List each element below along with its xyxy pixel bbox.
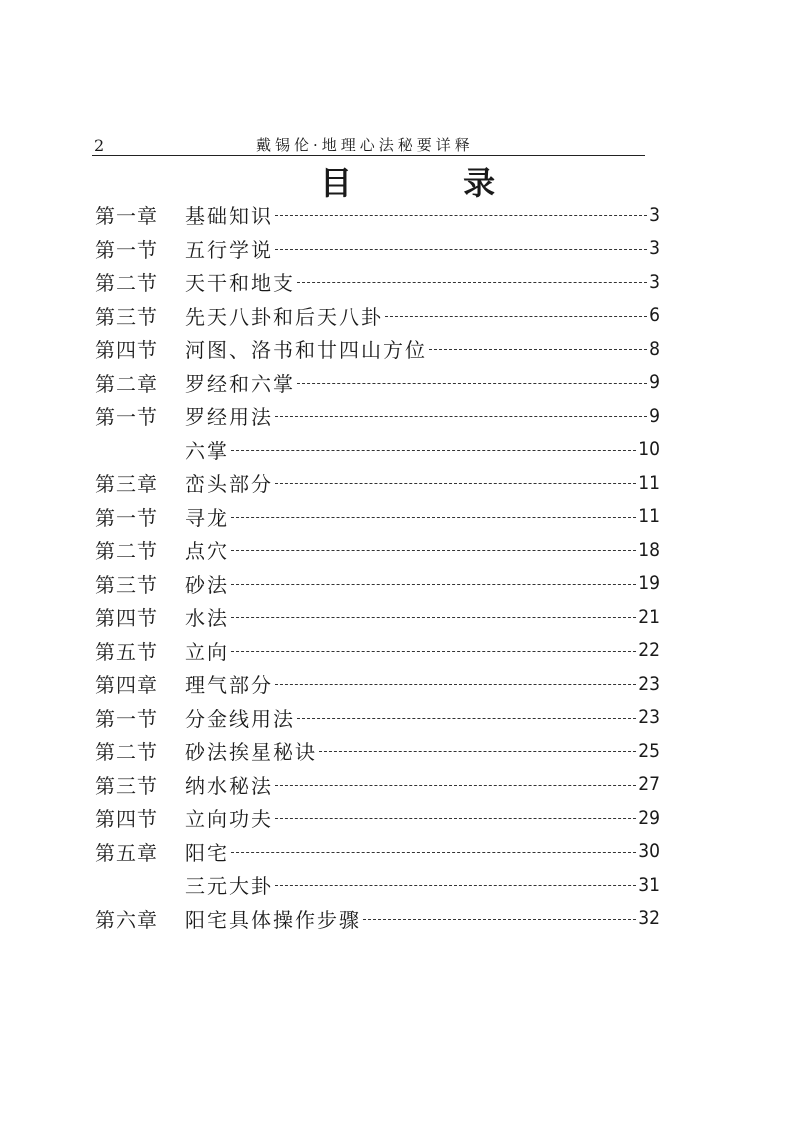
- toc-entry: [95, 667, 660, 701]
- toc-entry-label: 第二节: [95, 271, 158, 296]
- toc-entry-page: 21: [638, 605, 660, 628]
- toc-entry-label: 第二节: [95, 740, 158, 765]
- toc-entry-title: 天干和地支: [185, 271, 295, 296]
- toc-entry-title: 水法: [185, 606, 229, 631]
- toc-entry-label: 第三节: [95, 572, 158, 597]
- toc-entry: [95, 533, 660, 567]
- toc-entry-page: 18: [638, 538, 660, 561]
- toc-entry-leader: [275, 483, 636, 484]
- toc-entry-page: 3: [649, 237, 660, 260]
- toc-entry-label: 第一节: [95, 505, 158, 530]
- toc-entry: [95, 198, 660, 232]
- toc-entry: [95, 466, 660, 500]
- toc-entry-label: 第二章: [95, 371, 158, 396]
- toc-entry-title: 寻龙: [185, 505, 229, 530]
- toc-entry-label: 第五节: [95, 639, 158, 664]
- toc-entry: [95, 902, 660, 936]
- toc-entry: [95, 433, 660, 467]
- toc-entry: [95, 232, 660, 266]
- toc-list: [95, 198, 660, 935]
- toc-entry-page: 22: [638, 639, 660, 662]
- toc-entry-page: 6: [649, 304, 660, 327]
- toc-entry-label: 第二节: [95, 539, 158, 564]
- toc-entry-page: 27: [638, 773, 660, 796]
- toc-entry-title: 纳水秘法: [185, 773, 273, 798]
- toc-entry-leader: [231, 651, 636, 652]
- toc-entry-label: 第四节: [95, 606, 158, 631]
- toc-entry-label: 第五章: [95, 840, 158, 865]
- toc-entry: [95, 634, 660, 668]
- toc-entry: [95, 600, 660, 634]
- toc-entry: [95, 701, 660, 735]
- toc-entry-label: 第三章: [95, 472, 158, 497]
- toc-entry-page: 9: [649, 371, 660, 394]
- toc-entry-title: 河图、洛书和廿四山方位: [185, 338, 427, 363]
- toc-title: 目 录: [320, 164, 546, 202]
- toc-entry-leader: [297, 282, 647, 283]
- toc-entry: [95, 835, 660, 869]
- toc-entry: [95, 366, 660, 400]
- toc-entry-leader: [363, 919, 636, 920]
- toc-entry-page: 23: [638, 706, 660, 729]
- toc-entry-page: 10: [638, 438, 660, 461]
- toc-entry-page: 8: [649, 337, 660, 360]
- page-number: 2: [94, 136, 105, 155]
- toc-entry-label: 第四章: [95, 673, 158, 698]
- toc-entry-title: 立向: [185, 639, 229, 664]
- toc-entry: [95, 567, 660, 601]
- toc-entry-page: 11: [638, 471, 660, 494]
- toc-entry-leader: [231, 450, 636, 451]
- toc-entry-label: 第一节: [95, 706, 158, 731]
- running-header: 戴锡伦·地理心法秘要详释: [256, 136, 474, 154]
- toc-entry-title: 先天八卦和后天八卦: [185, 304, 383, 329]
- toc-entry-title: 罗经和六掌: [185, 371, 295, 396]
- toc-entry-title: 理气部分: [185, 673, 273, 698]
- toc-entry: [95, 868, 660, 902]
- toc-entry-label: 第一节: [95, 405, 158, 430]
- toc-entry-label: 第四节: [95, 807, 158, 832]
- toc-entry-leader: [231, 517, 636, 518]
- toc-entry-page: 11: [638, 505, 660, 528]
- toc-entry-leader: [231, 550, 636, 551]
- toc-entry-leader: [297, 718, 636, 719]
- toc-entry-leader: [231, 617, 636, 618]
- toc-entry: [95, 399, 660, 433]
- toc-entry-page: 23: [638, 672, 660, 695]
- toc-entry-leader: [275, 416, 647, 417]
- toc-entry-leader: [231, 852, 636, 853]
- toc-entry: [95, 768, 660, 802]
- toc-entry-title: 阳宅具体操作步骤: [185, 907, 361, 932]
- toc-entry-leader: [275, 885, 636, 886]
- toc-entry-leader: [275, 684, 636, 685]
- header-rule: [92, 155, 645, 156]
- toc-entry-page: 9: [649, 404, 660, 427]
- toc-entry: [95, 265, 660, 299]
- toc-entry-page: 25: [638, 739, 660, 762]
- toc-entry-leader: [275, 818, 636, 819]
- toc-entry: [95, 299, 660, 333]
- toc-entry-leader: [385, 316, 647, 317]
- toc-entry-label: 第一章: [95, 204, 158, 229]
- toc-entry-title: 五行学说: [185, 237, 273, 262]
- toc-entry-page: 19: [638, 572, 660, 595]
- toc-entry-title: 点穴: [185, 539, 229, 564]
- toc-entry: [95, 801, 660, 835]
- toc-entry-title: 六掌: [185, 438, 229, 463]
- toc-entry-label: 第四节: [95, 338, 158, 363]
- toc-entry-title: 阳宅: [185, 840, 229, 865]
- toc-entry-leader: [275, 249, 647, 250]
- toc-entry: [95, 734, 660, 768]
- toc-entry-page: 29: [638, 806, 660, 829]
- toc-entry-title: 分金线用法: [185, 706, 295, 731]
- toc-entry-title: 立向功夫: [185, 807, 273, 832]
- toc-entry: [95, 332, 660, 366]
- toc-entry-label: 第三节: [95, 773, 158, 798]
- toc-entry-leader: [297, 383, 647, 384]
- toc-entry-page: 3: [649, 203, 660, 226]
- toc-entry-page: 31: [638, 873, 660, 896]
- toc-entry-title: 砂法: [185, 572, 229, 597]
- toc-entry-title: 罗经用法: [185, 405, 273, 430]
- toc-entry-title: 砂法挨星秘诀: [185, 740, 317, 765]
- toc-entry-leader: [429, 349, 647, 350]
- toc-entry-page: 32: [638, 907, 660, 930]
- toc-entry-leader: [231, 584, 636, 585]
- toc-entry-label: 第三节: [95, 304, 158, 329]
- toc-entry: [95, 500, 660, 534]
- toc-entry-page: 3: [649, 270, 660, 293]
- toc-entry-leader: [319, 751, 636, 752]
- toc-entry-label: 第六章: [95, 907, 158, 932]
- toc-entry-title: 峦头部分: [185, 472, 273, 497]
- toc-entry-leader: [275, 785, 636, 786]
- toc-entry-title: 基础知识: [185, 204, 273, 229]
- toc-entry-label: 第一节: [95, 237, 158, 262]
- toc-entry-page: 30: [638, 840, 660, 863]
- toc-entry-title: 三元大卦: [185, 874, 273, 899]
- toc-entry-leader: [275, 215, 647, 216]
